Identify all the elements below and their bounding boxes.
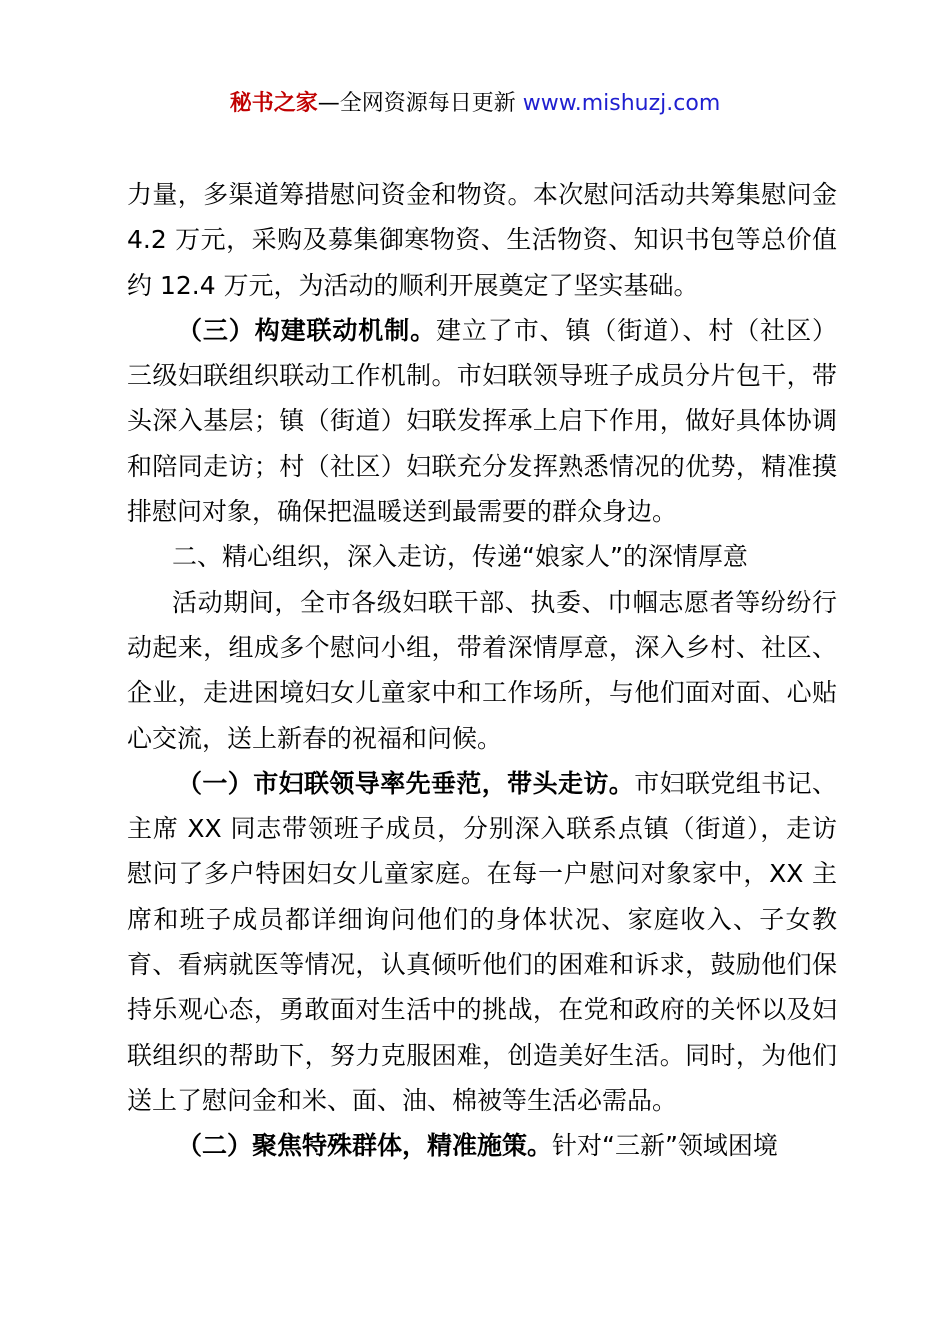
paragraph-linkage-mechanism — [127, 308, 837, 534]
paragraph-text: 力量，多渠道筹措慰问资金和物资。本次慰问活动共筹集慰问金 4.2 万元，采购及募集御寒物资、生活物资、知识书包等总价值约 12.4 万元，为活动的顺利开展奠定了坚实基础。 — [127, 180, 837, 300]
paragraph-heading: （二）聚焦特殊群体，精准施策。 — [177, 1131, 553, 1161]
site-tagline: —全网资源每日更新 — [317, 91, 523, 116]
paragraph-activity — [127, 580, 837, 761]
document-body — [127, 172, 837, 1169]
paragraph-leaders-visit — [127, 761, 837, 1123]
paragraph-funding — [127, 172, 837, 308]
paragraph-special-groups — [127, 1123, 837, 1168]
paragraph-heading: （一）市妇联领导率先垂范，带头走访。 — [177, 768, 635, 798]
site-brand: 秘书之家 — [229, 91, 318, 116]
paragraph-heading: （三）构建联动机制。 — [177, 315, 436, 345]
site-url[interactable]: www.mishuzj.com — [522, 91, 721, 116]
site-header — [0, 86, 950, 122]
paragraph-text: 针对“三新”领域困境 — [552, 1131, 778, 1161]
paragraph-text: 市妇联党组书记、主席 XX 同志带领班子成员，分别深入联系点镇（街道），走访慰问了多户特困妇女儿童家庭。在每一户慰问对象家中，XX 主席和班子成员都详细询问他们的身体状况、家庭收入、子女教育、看病就医等情况，认真倾听他们的困难和诉求，鼓励他们保持乐观心态，勇敢面对生活中的挑战，在党和政府的关怀以及妇联组织的帮助下，努力克服困难，创造美好生活。同时，为他们送上了慰问金和米、面、油、棉被等生活必需品。 — [127, 768, 837, 1115]
paragraph-text: 建立了市、镇（街道）、村（社区）三级妇联组织联动工作机制。市妇联领导班子成员分片包干，带头深入基层；镇（街道）妇联发挥承上启下作用，做好具体协调和陪同走访；村（社区）妇联充分发挥熟悉情况的优势，精准摸排慰问对象，确保把温暖送到最需要的群众身边。 — [127, 315, 837, 527]
section-heading-text: 二、精心组织，深入走访，传递“娘家人”的深情厚意 — [172, 542, 748, 572]
paragraph-text: 活动期间，全市各级妇联干部、执委、巾帼志愿者等纷纷行动起来，组成多个慰问小组，带着深情厚意，深入乡村、社区、企业，走进困境妇女儿童家中和工作场所，与他们面对面、心贴心交流，送上新春的祝福和问候。 — [127, 587, 837, 753]
section-heading-two — [127, 534, 837, 579]
